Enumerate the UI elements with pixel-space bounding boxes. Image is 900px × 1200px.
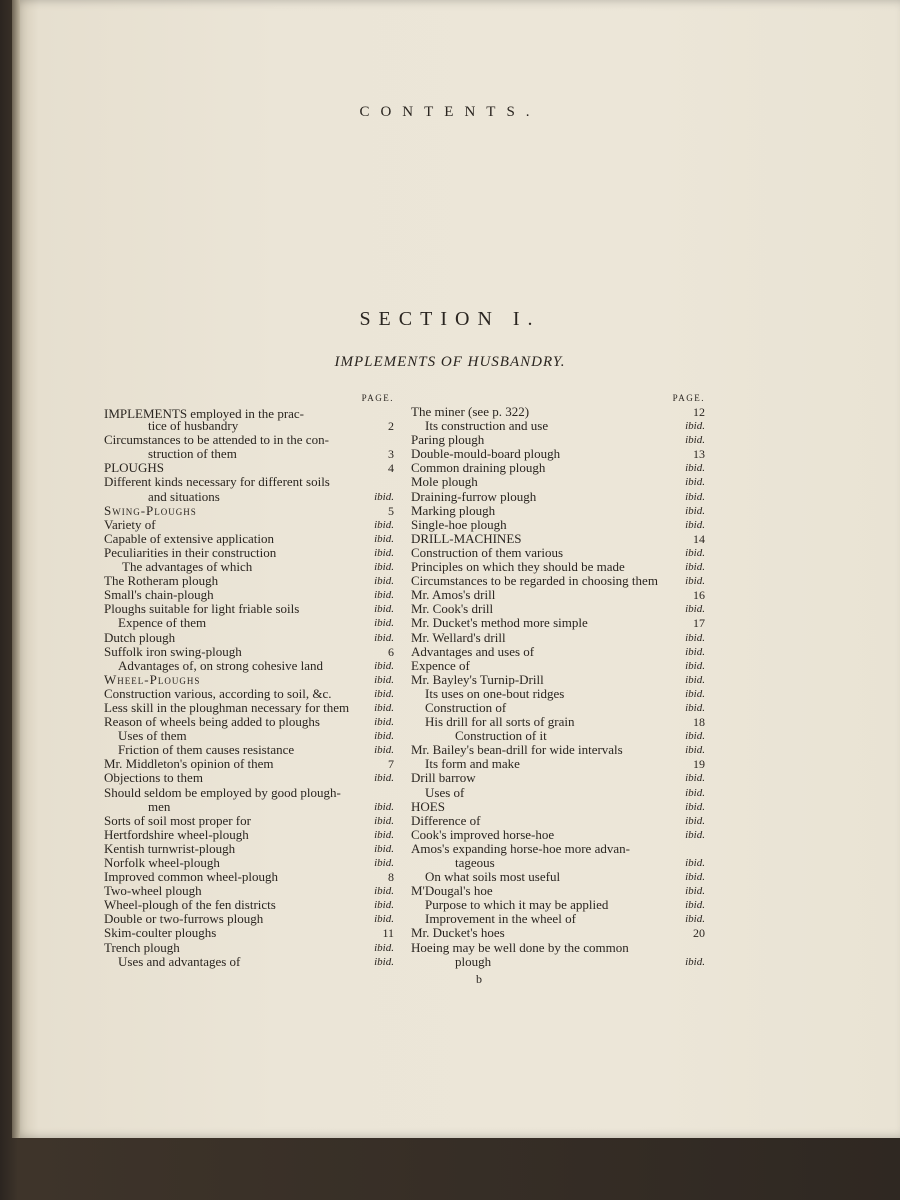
right-entry-page: 18 bbox=[693, 715, 705, 730]
right-entry-page: ibid. bbox=[685, 857, 705, 869]
right-entry-title: Marking plough bbox=[411, 502, 496, 518]
page-column-header-left: PAGE. bbox=[361, 393, 394, 403]
left-entry-title: Wheel-Ploughs bbox=[104, 671, 201, 687]
right-entry-title: Circumstances to be regarded in choosing them bbox=[411, 573, 658, 589]
right-entry-page: 13 bbox=[693, 447, 705, 462]
left-entry-page: ibid. bbox=[374, 772, 394, 785]
right-entry-page: ibid. bbox=[685, 687, 705, 700]
right-entry-page: ibid. bbox=[685, 730, 705, 743]
left-entry bbox=[104, 941, 394, 955]
left-entry-page: ibid. bbox=[374, 814, 394, 827]
left-entry-title: Variety of bbox=[104, 516, 156, 532]
left-entry-page: ibid. bbox=[374, 603, 394, 616]
contents-heading: CONTENTS. bbox=[359, 104, 541, 120]
left-entry-page: ibid. bbox=[374, 561, 394, 574]
left-entry bbox=[104, 475, 394, 489]
right-entry-title: Mr. Bayley's Turnip-Drill bbox=[411, 671, 544, 687]
right-entry-page: ibid. bbox=[685, 772, 705, 785]
signature-mark: b bbox=[476, 972, 482, 986]
right-entry-title: DRILL-MACHINES bbox=[411, 530, 522, 546]
left-entry-title: Peculiarities in their construction bbox=[104, 544, 277, 560]
left-entry-title: Ploughs suitable for light friable soils bbox=[104, 601, 300, 617]
page-column-header-right: PAGE. bbox=[672, 393, 705, 403]
right-entry bbox=[411, 518, 705, 532]
left-entry-title: The Rotheram plough bbox=[104, 573, 219, 589]
left-entry bbox=[104, 898, 394, 912]
left-entry-page: ibid. bbox=[374, 800, 394, 813]
left-entry bbox=[104, 926, 394, 940]
left-entry-title: Sorts of soil most proper for bbox=[104, 812, 251, 828]
left-entry-title: Uses and advantages of bbox=[118, 953, 241, 969]
left-entry-page: ibid. bbox=[374, 716, 394, 729]
left-entry-page: ibid. bbox=[374, 687, 394, 700]
left-entry bbox=[104, 771, 394, 785]
left-entry-title: Reason of wheels being added to ploughs bbox=[104, 714, 320, 730]
left-entry-title: Mr. Middleton's opinion of them bbox=[104, 756, 274, 772]
right-entry-page: ibid. bbox=[685, 561, 705, 574]
left-entry bbox=[104, 786, 394, 800]
left-entry-page: 8 bbox=[388, 870, 394, 885]
left-entry-page: ibid. bbox=[374, 701, 394, 714]
right-entry-title: Double-mould-board plough bbox=[411, 446, 561, 462]
left-entry-page: ibid. bbox=[374, 518, 394, 531]
left-column bbox=[104, 392, 394, 969]
right-entry-page: ibid. bbox=[685, 955, 705, 968]
right-entry bbox=[411, 786, 705, 800]
left-entry bbox=[104, 659, 394, 673]
right-column bbox=[411, 392, 705, 969]
left-entry-title: Expence of them bbox=[118, 615, 207, 631]
right-entry-title: plough bbox=[455, 953, 492, 969]
right-entry-page: 12 bbox=[693, 405, 705, 419]
right-entry-page: ibid. bbox=[685, 828, 705, 841]
right-entry bbox=[411, 687, 705, 701]
left-entry-title: Should seldom be employed by good plough- bbox=[104, 784, 341, 800]
left-entry-title: Capable of extensive application bbox=[104, 530, 275, 546]
left-entry-page: ibid. bbox=[374, 857, 394, 869]
left-entry-page: ibid. bbox=[374, 546, 394, 559]
right-entry-title: Its form and make bbox=[425, 756, 520, 772]
right-entry-page: ibid. bbox=[685, 645, 705, 658]
right-entry-title: Principles on which they should be made bbox=[411, 559, 625, 575]
right-entry-title: Cook's improved horse-hoe bbox=[411, 826, 555, 842]
left-entry-title: Double or two-furrows plough bbox=[104, 911, 264, 927]
right-entry-title: HOES bbox=[411, 798, 445, 814]
right-entry-title: Mr. Ducket's method more simple bbox=[411, 615, 588, 631]
right-entry-title: Amos's expanding horse-hoe more advan- bbox=[411, 840, 630, 856]
left-entry bbox=[104, 447, 394, 461]
left-entry-title: Suffolk iron swing-plough bbox=[104, 643, 242, 659]
left-entry bbox=[104, 419, 394, 433]
right-entry bbox=[411, 673, 705, 687]
left-entry-page: 11 bbox=[382, 926, 394, 941]
right-entry bbox=[411, 729, 705, 743]
right-entry bbox=[411, 419, 705, 433]
left-entry-title: Uses of them bbox=[118, 728, 187, 744]
right-entry-page: ibid. bbox=[685, 462, 705, 475]
left-entry bbox=[104, 433, 394, 447]
left-entry-page: ibid. bbox=[374, 659, 394, 672]
right-entry bbox=[411, 941, 705, 955]
right-entry-page: 17 bbox=[693, 616, 705, 631]
right-entry bbox=[411, 898, 705, 912]
left-entry-title: IMPLEMENTS employed in the prac- bbox=[104, 406, 305, 421]
left-entry bbox=[104, 912, 394, 926]
right-entry-page: ibid. bbox=[685, 814, 705, 827]
right-entry bbox=[411, 447, 705, 461]
right-entry bbox=[411, 715, 705, 729]
left-entry-page: 2 bbox=[388, 419, 394, 434]
right-entry-title: Mr. Ducket's hoes bbox=[411, 925, 505, 941]
left-entry-title: Friction of them causes resistance bbox=[118, 742, 295, 758]
right-entry-page: ibid. bbox=[685, 490, 705, 503]
left-entry bbox=[104, 645, 394, 659]
left-entry-title: tice of husbandry bbox=[148, 418, 239, 434]
right-entry-title: Paring plough bbox=[411, 432, 485, 448]
right-entry-page: 19 bbox=[693, 757, 705, 772]
right-entry bbox=[411, 602, 705, 616]
right-entry-page: ibid. bbox=[685, 420, 705, 433]
right-entry-title: M'Dougal's hoe bbox=[411, 883, 493, 899]
right-entry-page: ibid. bbox=[685, 701, 705, 714]
right-entry bbox=[411, 757, 705, 771]
left-entry-title: Two-wheel plough bbox=[104, 883, 202, 899]
left-entry-page: ibid. bbox=[374, 490, 394, 503]
right-entry bbox=[411, 645, 705, 659]
left-entry-title: Skim-coulter ploughs bbox=[104, 925, 217, 941]
left-entry-title: Less skill in the ploughman necessary for them bbox=[104, 699, 350, 715]
left-entry bbox=[104, 687, 394, 701]
right-entry-title: On what soils most useful bbox=[425, 869, 561, 885]
left-entry bbox=[104, 574, 394, 588]
left-entry bbox=[104, 673, 394, 687]
left-entry-title: Improved common wheel-plough bbox=[104, 869, 279, 885]
left-entry bbox=[104, 546, 394, 560]
right-entry-title: Mr. Amos's drill bbox=[411, 587, 496, 603]
left-entry-page: ibid. bbox=[374, 631, 394, 644]
right-entry-page: ibid. bbox=[685, 913, 705, 926]
page-gutter-edge bbox=[12, 0, 20, 1138]
left-entry bbox=[104, 715, 394, 729]
left-entry-page: ibid. bbox=[374, 955, 394, 968]
right-entry bbox=[411, 743, 705, 757]
left-entry bbox=[104, 814, 394, 828]
right-entry-page: ibid. bbox=[685, 800, 705, 813]
left-entry-page: ibid. bbox=[374, 913, 394, 926]
right-entry-title: The miner (see p. 322) bbox=[411, 404, 530, 419]
right-entry-page: ibid. bbox=[685, 673, 705, 686]
left-entry bbox=[104, 870, 394, 884]
right-entry-title: His drill for all sorts of grain bbox=[425, 714, 575, 730]
left-entry-title: Different kinds necessary for different soils bbox=[104, 474, 330, 490]
right-entry bbox=[411, 560, 705, 574]
left-entry bbox=[104, 518, 394, 532]
right-entry-page: ibid. bbox=[685, 546, 705, 559]
left-entry-title: and situations bbox=[148, 488, 220, 504]
right-entry bbox=[411, 814, 705, 828]
right-entry bbox=[411, 546, 705, 560]
right-entry-title: Mr. Cook's drill bbox=[411, 601, 494, 617]
right-entry bbox=[411, 800, 705, 814]
right-entry-page: ibid. bbox=[685, 434, 705, 447]
left-entry-page: ibid. bbox=[374, 842, 394, 855]
left-entry-page: 5 bbox=[388, 503, 394, 518]
right-entry bbox=[411, 842, 705, 856]
left-entry bbox=[104, 955, 394, 969]
left-entry bbox=[104, 631, 394, 645]
left-entry-title: Advantages of, on strong cohesive land bbox=[118, 657, 324, 673]
right-entry-title: Hoeing may be well done by the common bbox=[411, 939, 629, 955]
right-entry-page: ibid. bbox=[685, 899, 705, 912]
left-entry bbox=[104, 842, 394, 856]
right-entry bbox=[411, 701, 705, 715]
right-entry-page: 16 bbox=[693, 588, 705, 603]
left-entry bbox=[104, 602, 394, 616]
right-entry bbox=[411, 405, 705, 419]
right-entry-page: ibid. bbox=[685, 575, 705, 588]
left-entry bbox=[104, 884, 394, 898]
right-entry-title: Mr. Bailey's bean-drill for wide intervals bbox=[411, 742, 623, 758]
left-entry bbox=[104, 532, 394, 546]
left-entry bbox=[104, 616, 394, 630]
right-entry bbox=[411, 659, 705, 673]
left-entry-page: ibid. bbox=[374, 532, 394, 545]
left-entry-page: ibid. bbox=[374, 941, 394, 954]
left-entry bbox=[104, 405, 394, 419]
right-entry-page: ibid. bbox=[685, 603, 705, 616]
left-entry-page: ibid. bbox=[374, 885, 394, 898]
right-entry-page: ibid. bbox=[685, 518, 705, 531]
left-entry-title: The advantages of which bbox=[122, 559, 253, 575]
right-entry-page: ibid. bbox=[685, 786, 705, 799]
left-entry-page: ibid. bbox=[374, 828, 394, 841]
section-heading: SECTION I. bbox=[359, 308, 541, 330]
right-entry-title: Purpose to which it may be applied bbox=[425, 897, 609, 913]
left-entry-title: Hertfordshire wheel-plough bbox=[104, 826, 249, 842]
right-entry-title: Its uses on one-bout ridges bbox=[425, 685, 565, 701]
left-entry-page: 4 bbox=[388, 461, 394, 476]
left-entry bbox=[104, 461, 394, 475]
right-entry-title: Single-hoe plough bbox=[411, 516, 507, 532]
right-entry-title: Expence of bbox=[411, 657, 470, 673]
left-entry bbox=[104, 800, 394, 814]
right-entry bbox=[411, 955, 705, 969]
right-entry-title: Its construction and use bbox=[425, 418, 549, 434]
left-entry-title: men bbox=[148, 798, 171, 814]
left-entry-title: Kentish turnwrist-plough bbox=[104, 840, 236, 856]
right-entry-title: Mr. Wellard's drill bbox=[411, 629, 506, 645]
right-entry-title: Advantages and uses of bbox=[411, 643, 535, 659]
left-entry bbox=[104, 757, 394, 771]
left-entry bbox=[104, 743, 394, 757]
section-subtitle: IMPLEMENTS OF HUSBANDRY. bbox=[334, 354, 566, 370]
right-entry-page: 20 bbox=[693, 926, 705, 941]
left-entry-title: Construction various, according to soil, &c. bbox=[104, 685, 332, 701]
right-entry-page: ibid. bbox=[685, 504, 705, 517]
right-entry-page: ibid. bbox=[685, 744, 705, 757]
right-entry-title: Drill barrow bbox=[411, 770, 476, 786]
right-entry-title: Difference of bbox=[411, 812, 481, 828]
left-entry-page: ibid. bbox=[374, 730, 394, 743]
right-entry bbox=[411, 588, 705, 602]
right-entry-page: ibid. bbox=[685, 871, 705, 884]
right-entry bbox=[411, 631, 705, 645]
right-entry-title: Uses of bbox=[425, 784, 465, 800]
right-entry-title: Improvement in the wheel of bbox=[425, 911, 576, 927]
right-entry-title: Mole plough bbox=[411, 474, 478, 490]
left-entry-title: Circumstances to be attended to in the con- bbox=[104, 432, 329, 448]
left-entry-page: ibid. bbox=[374, 589, 394, 602]
left-entry-title: struction of them bbox=[148, 446, 237, 462]
right-entry bbox=[411, 461, 705, 475]
left-entry-title: Small's chain-plough bbox=[104, 587, 214, 603]
right-entry bbox=[411, 828, 705, 842]
right-entry bbox=[411, 870, 705, 884]
right-entry bbox=[411, 532, 705, 546]
left-entry-page: ibid. bbox=[374, 744, 394, 757]
right-entry bbox=[411, 490, 705, 504]
left-entry bbox=[104, 490, 394, 504]
left-entry-page: ibid. bbox=[374, 899, 394, 912]
left-entry-title: Dutch plough bbox=[104, 629, 176, 645]
right-entry bbox=[411, 475, 705, 489]
right-entry bbox=[411, 926, 705, 940]
right-entry bbox=[411, 574, 705, 588]
left-entry bbox=[104, 828, 394, 842]
left-entry-page: 7 bbox=[388, 757, 394, 772]
left-entry-page: 6 bbox=[388, 644, 394, 659]
right-entry-page: ibid. bbox=[685, 659, 705, 672]
right-entry-title: Construction of it bbox=[455, 728, 547, 744]
right-entry bbox=[411, 616, 705, 630]
left-entry-title: Trench plough bbox=[104, 939, 180, 955]
left-entry-page: ibid. bbox=[374, 617, 394, 630]
right-entry-page: ibid. bbox=[685, 631, 705, 644]
left-entry bbox=[104, 729, 394, 743]
right-entry-title: Common draining plough bbox=[411, 460, 546, 476]
right-entry-title: Draining-furrow plough bbox=[411, 488, 537, 504]
left-entry-title: Norfolk wheel-plough bbox=[104, 855, 220, 870]
right-entry-page: 14 bbox=[693, 531, 705, 546]
right-entry bbox=[411, 433, 705, 447]
right-entry bbox=[411, 771, 705, 785]
left-entry bbox=[104, 560, 394, 574]
left-entry-page: ibid. bbox=[374, 575, 394, 588]
right-entry-title: Construction of them various bbox=[411, 544, 564, 560]
left-entry-title: Wheel-plough of the fen districts bbox=[104, 897, 276, 913]
right-entry bbox=[411, 912, 705, 926]
right-entry-title: Construction of bbox=[425, 699, 507, 715]
left-entry-title: Objections to them bbox=[104, 770, 203, 786]
left-entry-page: 3 bbox=[388, 447, 394, 462]
left-entry-title: Swing-Ploughs bbox=[104, 502, 197, 518]
right-entry-page: ibid. bbox=[685, 476, 705, 489]
left-entry bbox=[104, 588, 394, 602]
left-entry-page: ibid. bbox=[374, 673, 394, 686]
left-entry-title: PLOUGHS bbox=[104, 460, 164, 476]
left-entry bbox=[104, 504, 394, 518]
right-entry-page: ibid. bbox=[685, 885, 705, 898]
right-entry-title: tageous bbox=[455, 855, 495, 870]
left-entry bbox=[104, 856, 394, 870]
right-entry bbox=[411, 504, 705, 518]
right-entry bbox=[411, 884, 705, 898]
left-entry bbox=[104, 701, 394, 715]
right-entry bbox=[411, 856, 705, 870]
